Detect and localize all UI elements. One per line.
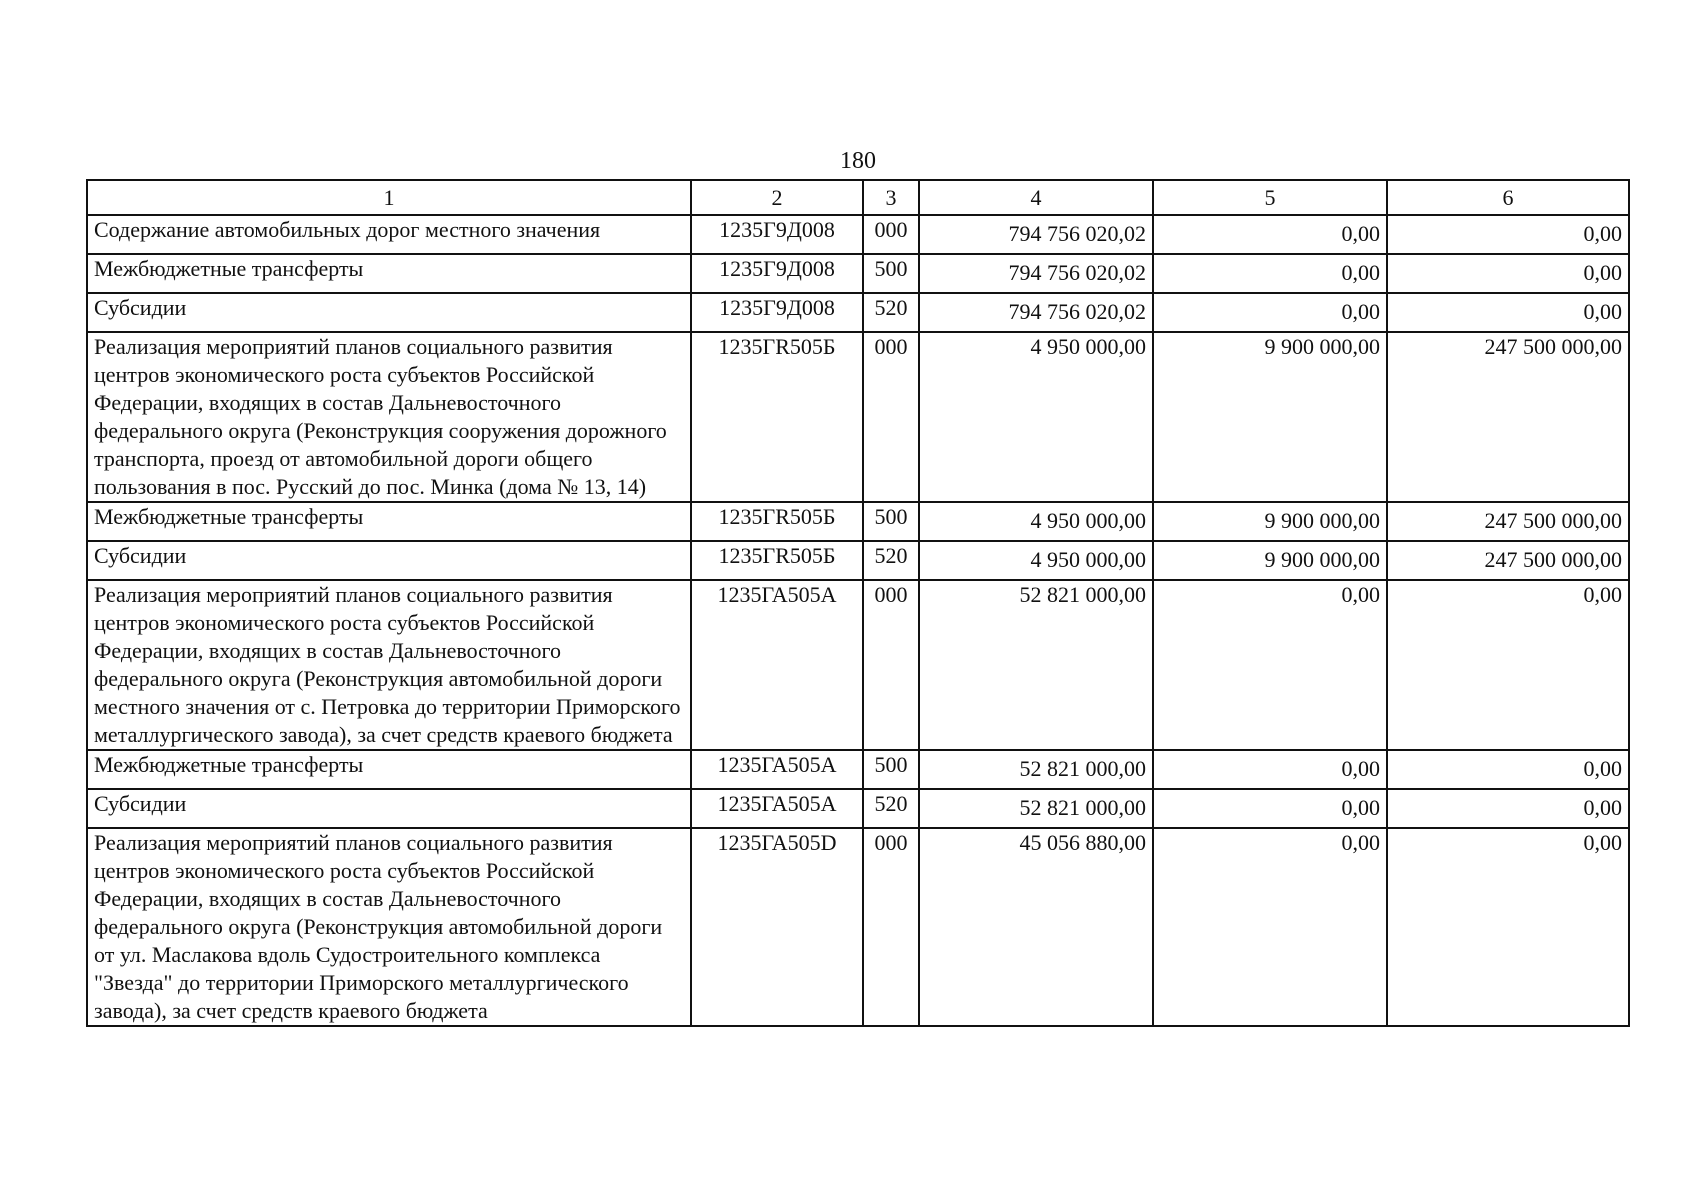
row-name: Межбюджетные трансферты bbox=[87, 502, 691, 541]
row-code: 1235ГА505А bbox=[691, 789, 863, 828]
row-value-6: 0,00 bbox=[1387, 580, 1629, 750]
row-value-5: 0,00 bbox=[1153, 750, 1387, 789]
row-value-6: 0,00 bbox=[1387, 254, 1629, 293]
row-value-5: 0,00 bbox=[1153, 580, 1387, 750]
row-value-4: 794 756 020,02 bbox=[919, 254, 1153, 293]
row-type: 000 bbox=[863, 580, 919, 750]
table-row bbox=[87, 828, 1629, 1026]
column-header-2: 2 bbox=[691, 180, 863, 215]
row-name: Межбюджетные трансферты bbox=[87, 254, 691, 293]
row-value-6: 0,00 bbox=[1387, 789, 1629, 828]
row-name: Субсидии bbox=[87, 541, 691, 580]
row-value-5: 0,00 bbox=[1153, 789, 1387, 828]
row-value-4: 794 756 020,02 bbox=[919, 293, 1153, 332]
row-code: 1235Г9Д008 bbox=[691, 293, 863, 332]
row-name: Субсидии bbox=[87, 789, 691, 828]
row-code: 1235ГR505Б bbox=[691, 541, 863, 580]
row-value-6: 247 500 000,00 bbox=[1387, 502, 1629, 541]
row-code: 1235ГА505D bbox=[691, 828, 863, 1026]
table-row bbox=[87, 254, 1629, 293]
table-row bbox=[87, 502, 1629, 541]
row-value-5: 0,00 bbox=[1153, 215, 1387, 254]
row-value-4: 45 056 880,00 bbox=[919, 828, 1153, 1026]
table-row bbox=[87, 541, 1629, 580]
column-header-6: 6 bbox=[1387, 180, 1629, 215]
table-row bbox=[87, 580, 1629, 750]
row-code: 1235ГА505А bbox=[691, 580, 863, 750]
row-name: Реализация мероприятий планов социального развития центров экономического роста субъектов Российской Федерации, входящих в состав Дальневосточного федерального округа (Реконструкция сооружения дорожного транспорта, проезд от автомобильной дороги общего пользования в пос. Русский до пос. Минка (дома № 13, 14) bbox=[87, 332, 691, 502]
row-name: Субсидии bbox=[87, 293, 691, 332]
row-value-5: 0,00 bbox=[1153, 293, 1387, 332]
row-value-6: 0,00 bbox=[1387, 828, 1629, 1026]
row-type: 500 bbox=[863, 502, 919, 541]
table-row bbox=[87, 293, 1629, 332]
column-header-3: 3 bbox=[863, 180, 919, 215]
row-value-4: 4 950 000,00 bbox=[919, 332, 1153, 502]
row-value-4: 4 950 000,00 bbox=[919, 541, 1153, 580]
row-name: Реализация мероприятий планов социального развития центров экономического роста субъектов Российской Федерации, входящих в состав Дальневосточного федерального округа (Реконструкция автомобильной дороги от ул. Маслакова вдоль Судостроительного комплекса "Звезда" до территории Приморского металлургического завода), за счет средств краевого бюджета bbox=[87, 828, 691, 1026]
row-code: 1235ГА505А bbox=[691, 750, 863, 789]
column-header-1: 1 bbox=[87, 180, 691, 215]
table-row bbox=[87, 750, 1629, 789]
table-row bbox=[87, 215, 1629, 254]
row-value-5: 0,00 bbox=[1153, 254, 1387, 293]
row-name: Реализация мероприятий планов социального развития центров экономического роста субъектов Российской Федерации, входящих в состав Дальневосточного федерального округа (Реконструкция автомобильной дороги местного значения от с. Петровка до территории Приморского металлургического завода), за счет средств краевого бюджета bbox=[87, 580, 691, 750]
row-type: 520 bbox=[863, 541, 919, 580]
row-type: 520 bbox=[863, 789, 919, 828]
row-type: 000 bbox=[863, 215, 919, 254]
row-value-4: 52 821 000,00 bbox=[919, 750, 1153, 789]
column-header-5: 5 bbox=[1153, 180, 1387, 215]
row-name: Межбюджетные трансферты bbox=[87, 750, 691, 789]
row-type: 500 bbox=[863, 254, 919, 293]
row-value-4: 52 821 000,00 bbox=[919, 580, 1153, 750]
row-type: 500 bbox=[863, 750, 919, 789]
row-value-4: 52 821 000,00 bbox=[919, 789, 1153, 828]
row-value-5: 9 900 000,00 bbox=[1153, 502, 1387, 541]
row-value-5: 9 900 000,00 bbox=[1153, 541, 1387, 580]
row-code: 1235Г9Д008 bbox=[691, 215, 863, 254]
row-value-6: 247 500 000,00 bbox=[1387, 541, 1629, 580]
row-code: 1235Г9Д008 bbox=[691, 254, 863, 293]
row-value-4: 794 756 020,02 bbox=[919, 215, 1153, 254]
row-value-6: 247 500 000,00 bbox=[1387, 332, 1629, 502]
row-code: 1235ГR505Б bbox=[691, 502, 863, 541]
table-row bbox=[87, 332, 1629, 502]
row-value-5: 9 900 000,00 bbox=[1153, 332, 1387, 502]
row-type: 520 bbox=[863, 293, 919, 332]
row-type: 000 bbox=[863, 332, 919, 502]
row-code: 1235ГR505Б bbox=[691, 332, 863, 502]
page-number: 180 bbox=[840, 148, 876, 174]
budget-table bbox=[86, 179, 1630, 1027]
row-value-4: 4 950 000,00 bbox=[919, 502, 1153, 541]
column-header-4: 4 bbox=[919, 180, 1153, 215]
row-value-6: 0,00 bbox=[1387, 215, 1629, 254]
row-value-5: 0,00 bbox=[1153, 828, 1387, 1026]
row-value-6: 0,00 bbox=[1387, 750, 1629, 789]
row-value-6: 0,00 bbox=[1387, 293, 1629, 332]
row-name: Содержание автомобильных дорог местного значения bbox=[87, 215, 691, 254]
header-row bbox=[87, 180, 1629, 215]
table-row bbox=[87, 789, 1629, 828]
row-type: 000 bbox=[863, 828, 919, 1026]
